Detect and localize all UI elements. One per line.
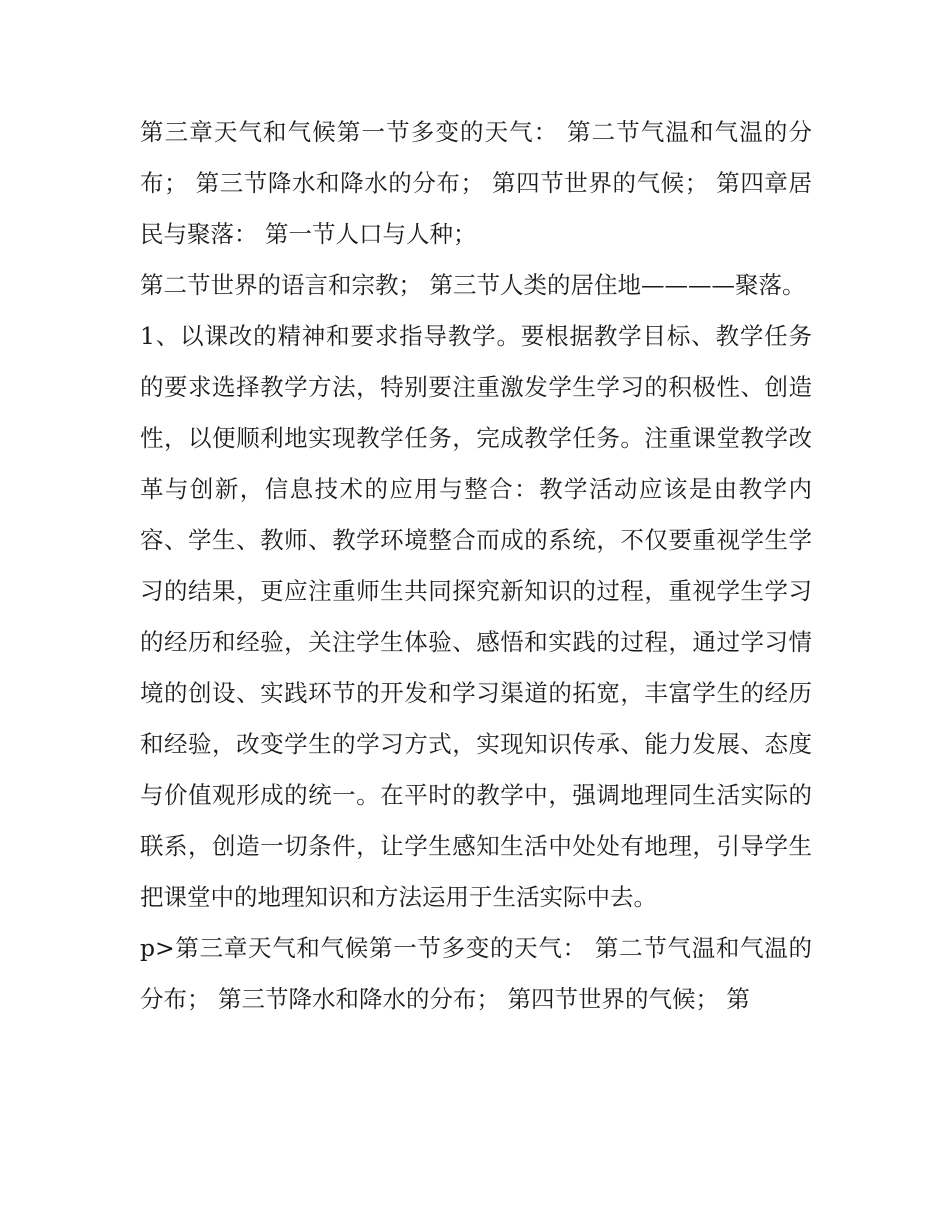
paragraph-chapter-list-repeat: p>第三章天气和气候第一节多变的天气： 第二节气温和气温的分布； 第三节降水和降水的分布； 第四节世界的气候； 第	[140, 934, 812, 1013]
paragraph-teaching-guidance: 1、以课改的精神和要求指导教学。要根据教学目标、教学任务的要求选择教学方法，特别要注重激发学生学习的积极性、创造性，以便顺利地实现教学任务，完成教学任务。注重课堂教学改革与创新，信息技术的应用与整合：教学活动应该是由教学内容、学生、教师、教学环境整合而成的系统，不仅要重视学生学习的结果，更应注重师生共同探究新知识的过程，重视学生学习的经历和经验，关注学生体验、感悟和实践的过程，通过学习情境的创设、实践环节的开发和学习渠道的拓宽，丰富学生的经历和经验，改变学生的学习方式，实现知识传承、能力发展、态度与价值观形成的统一。在平时的教学中，强调地理同生活实际的联系，创造一切条件，让学生感知生活中处处有地理，引导学生把课堂中的地理知识和方法运用于生活实际中去。	[140, 322, 812, 911]
document-body	[140, 107, 812, 1025]
paragraph-chapter-list-continued: 第二节世界的语言和宗教； 第三节人类的居住地————聚落。	[140, 271, 806, 299]
paragraph-chapter-list: 第三章天气和气候第一节多变的天气： 第二节气温和气温的分布； 第三节降水和降水的分布； 第四节世界的气候； 第四章居民与聚落： 第一节人口与人种；	[140, 118, 812, 248]
